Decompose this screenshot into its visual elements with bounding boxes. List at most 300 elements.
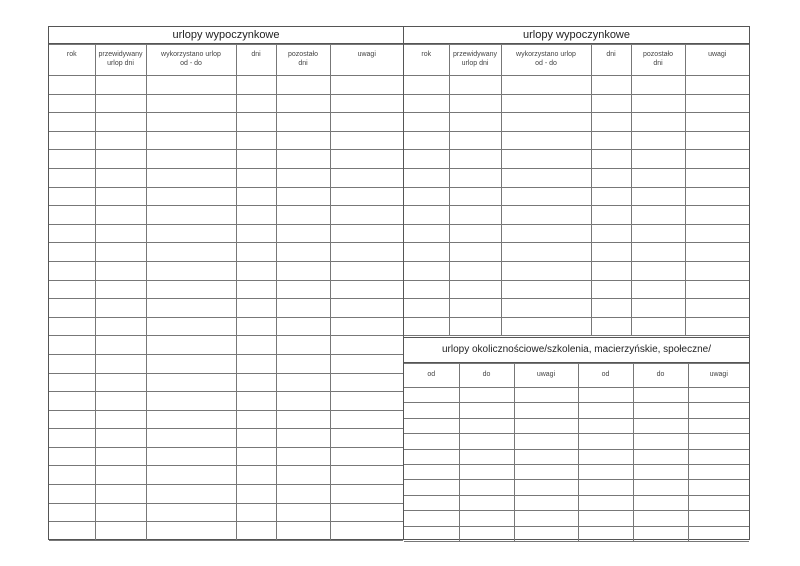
table-row (404, 511, 749, 526)
table-cell[interactable] (514, 495, 578, 510)
table-cell[interactable] (514, 449, 578, 464)
table-cell[interactable] (578, 388, 633, 403)
table-cell[interactable] (449, 317, 501, 336)
table-cell[interactable] (49, 206, 95, 225)
table-cell[interactable] (95, 354, 146, 373)
table-cell[interactable] (49, 150, 95, 169)
table-cell[interactable] (146, 503, 236, 522)
table-cell[interactable] (236, 224, 276, 243)
table-cell[interactable] (146, 280, 236, 299)
table-cell[interactable] (514, 464, 578, 479)
table-cell[interactable] (501, 243, 591, 262)
table-cell[interactable] (330, 113, 403, 132)
table-cell[interactable] (404, 206, 449, 225)
table-cell[interactable] (688, 464, 749, 479)
table-cell[interactable] (330, 410, 403, 429)
table-cell[interactable] (49, 131, 95, 150)
table-cell[interactable] (276, 447, 330, 466)
table-cell[interactable] (49, 429, 95, 448)
table-cell[interactable] (49, 168, 95, 187)
table-cell[interactable] (146, 522, 236, 541)
table-cell[interactable] (685, 94, 749, 113)
table-cell[interactable] (236, 373, 276, 392)
table-cell[interactable] (95, 392, 146, 411)
table-cell[interactable] (49, 392, 95, 411)
table-cell[interactable] (449, 261, 501, 280)
table-cell[interactable] (276, 113, 330, 132)
table-cell[interactable] (631, 224, 685, 243)
table-cell[interactable] (578, 526, 633, 541)
table-cell[interactable] (404, 449, 459, 464)
table-cell[interactable] (236, 299, 276, 318)
table-cell[interactable] (95, 429, 146, 448)
table-cell[interactable] (276, 150, 330, 169)
table-cell[interactable] (49, 280, 95, 299)
table-cell[interactable] (591, 94, 631, 113)
table-cell[interactable] (146, 336, 236, 355)
table-cell[interactable] (688, 526, 749, 541)
table-cell[interactable] (501, 150, 591, 169)
table-cell[interactable] (459, 434, 514, 449)
table-cell[interactable] (633, 464, 688, 479)
table-cell[interactable] (276, 261, 330, 280)
table-cell[interactable] (591, 206, 631, 225)
table-cell[interactable] (514, 418, 578, 433)
table-cell[interactable] (146, 224, 236, 243)
table-cell[interactable] (591, 131, 631, 150)
table-cell[interactable] (578, 418, 633, 433)
table-cell[interactable] (459, 418, 514, 433)
table-cell[interactable] (688, 480, 749, 495)
table-cell[interactable] (688, 511, 749, 526)
table-cell[interactable] (95, 522, 146, 541)
table-cell[interactable] (146, 206, 236, 225)
table-cell[interactable] (449, 131, 501, 150)
table-cell[interactable] (95, 131, 146, 150)
table-cell[interactable] (330, 317, 403, 336)
table-cell[interactable] (236, 410, 276, 429)
table-cell[interactable] (276, 503, 330, 522)
table-cell[interactable] (404, 187, 449, 206)
table-cell[interactable] (685, 168, 749, 187)
table-cell[interactable] (330, 206, 403, 225)
table-cell[interactable] (459, 480, 514, 495)
table-cell[interactable] (95, 466, 146, 485)
table-cell[interactable] (514, 526, 578, 541)
table-cell[interactable] (95, 76, 146, 95)
table-cell[interactable] (501, 94, 591, 113)
table-cell[interactable] (276, 392, 330, 411)
table-cell[interactable] (449, 168, 501, 187)
table-cell[interactable] (685, 206, 749, 225)
table-cell[interactable] (685, 261, 749, 280)
table-cell[interactable] (404, 464, 459, 479)
table-cell[interactable] (631, 261, 685, 280)
table-cell[interactable] (685, 76, 749, 95)
table-cell[interactable] (49, 261, 95, 280)
table-cell[interactable] (236, 429, 276, 448)
table-cell[interactable] (330, 485, 403, 504)
table-cell[interactable] (685, 131, 749, 150)
table-cell[interactable] (276, 485, 330, 504)
table-cell[interactable] (501, 261, 591, 280)
table-cell[interactable] (449, 224, 501, 243)
table-cell[interactable] (330, 336, 403, 355)
table-cell[interactable] (276, 187, 330, 206)
table-cell[interactable] (514, 388, 578, 403)
table-cell[interactable] (146, 466, 236, 485)
table-cell[interactable] (276, 410, 330, 429)
table-cell[interactable] (236, 243, 276, 262)
table-cell[interactable] (404, 434, 459, 449)
table-cell[interactable] (459, 464, 514, 479)
table-cell[interactable] (633, 388, 688, 403)
table-cell[interactable] (95, 168, 146, 187)
table-cell[interactable] (685, 113, 749, 132)
table-cell[interactable] (633, 434, 688, 449)
table-cell[interactable] (578, 495, 633, 510)
table-cell[interactable] (95, 503, 146, 522)
table-cell[interactable] (330, 503, 403, 522)
table-cell[interactable] (330, 392, 403, 411)
table-cell[interactable] (449, 280, 501, 299)
table-cell[interactable] (49, 503, 95, 522)
table-cell[interactable] (404, 495, 459, 510)
table-cell[interactable] (146, 150, 236, 169)
table-cell[interactable] (449, 243, 501, 262)
table-cell[interactable] (330, 280, 403, 299)
table-cell[interactable] (146, 447, 236, 466)
table-cell[interactable] (95, 280, 146, 299)
table-cell[interactable] (49, 485, 95, 504)
table-cell[interactable] (449, 206, 501, 225)
table-cell[interactable] (276, 317, 330, 336)
left-leave-section (49, 27, 404, 539)
table-cell[interactable] (685, 317, 749, 336)
table-cell[interactable] (501, 113, 591, 132)
table-cell[interactable] (449, 299, 501, 318)
table-cell[interactable] (276, 168, 330, 187)
table-cell[interactable] (95, 224, 146, 243)
table-cell[interactable] (95, 113, 146, 132)
table-cell[interactable] (146, 261, 236, 280)
table-cell[interactable] (404, 94, 449, 113)
table-cell[interactable] (404, 317, 449, 336)
table-cell[interactable] (631, 187, 685, 206)
table-cell[interactable] (591, 150, 631, 169)
table-cell[interactable] (631, 206, 685, 225)
table-cell[interactable] (95, 485, 146, 504)
table-cell[interactable] (49, 224, 95, 243)
table-row (49, 373, 403, 392)
table-cell[interactable] (404, 511, 459, 526)
table-cell[interactable] (95, 410, 146, 429)
table-cell[interactable] (95, 447, 146, 466)
table-cell[interactable] (236, 187, 276, 206)
table-cell[interactable] (514, 480, 578, 495)
table-cell[interactable] (578, 480, 633, 495)
table-cell[interactable] (236, 131, 276, 150)
table-cell[interactable] (146, 243, 236, 262)
table-cell[interactable] (631, 280, 685, 299)
table-cell[interactable] (633, 495, 688, 510)
table-cell[interactable] (49, 373, 95, 392)
table-cell[interactable] (514, 403, 578, 418)
table-cell[interactable] (449, 94, 501, 113)
table-cell[interactable] (591, 113, 631, 132)
table-cell[interactable] (236, 261, 276, 280)
table-cell[interactable] (631, 131, 685, 150)
table-cell[interactable] (95, 261, 146, 280)
table-cell[interactable] (330, 187, 403, 206)
table-cell[interactable] (459, 403, 514, 418)
table-cell[interactable] (591, 76, 631, 95)
table-cell[interactable] (276, 224, 330, 243)
table-cell[interactable] (330, 76, 403, 95)
table-cell[interactable] (449, 150, 501, 169)
table-cell[interactable] (49, 447, 95, 466)
table-cell[interactable] (459, 511, 514, 526)
table-cell[interactable] (591, 299, 631, 318)
table-cell[interactable] (591, 261, 631, 280)
table-cell[interactable] (578, 434, 633, 449)
table-cell[interactable] (404, 224, 449, 243)
table-cell[interactable] (146, 410, 236, 429)
table-cell[interactable] (49, 299, 95, 318)
table-cell[interactable] (236, 354, 276, 373)
table-cell[interactable] (685, 299, 749, 318)
table-cell[interactable] (276, 206, 330, 225)
table-cell[interactable] (688, 388, 749, 403)
table-cell[interactable] (688, 418, 749, 433)
table-cell[interactable] (146, 187, 236, 206)
table-cell[interactable] (330, 299, 403, 318)
table-cell[interactable] (49, 317, 95, 336)
table-cell[interactable] (404, 168, 449, 187)
table-cell[interactable] (404, 480, 459, 495)
table-cell[interactable] (631, 243, 685, 262)
table-cell[interactable] (236, 485, 276, 504)
table-cell[interactable] (330, 354, 403, 373)
table-cell[interactable] (633, 449, 688, 464)
table-cell[interactable] (449, 187, 501, 206)
table-cell[interactable] (236, 206, 276, 225)
table-cell[interactable] (236, 503, 276, 522)
table-cell[interactable] (501, 317, 591, 336)
table-cell[interactable] (330, 168, 403, 187)
table-cell[interactable] (631, 317, 685, 336)
table-cell[interactable] (276, 373, 330, 392)
table-cell[interactable] (404, 150, 449, 169)
table-cell[interactable] (404, 113, 449, 132)
table-cell[interactable] (631, 94, 685, 113)
table-cell[interactable] (591, 168, 631, 187)
table-cell[interactable] (276, 522, 330, 541)
table-cell[interactable] (685, 280, 749, 299)
table-cell[interactable] (146, 94, 236, 113)
table-cell[interactable] (95, 206, 146, 225)
table-cell[interactable] (146, 76, 236, 95)
table-cell[interactable] (591, 280, 631, 299)
column-header-planned-days: przewidywany urlop dni (95, 45, 146, 76)
table-cell[interactable] (49, 94, 95, 113)
table-cell[interactable] (591, 224, 631, 243)
table-cell[interactable] (236, 336, 276, 355)
table-cell[interactable] (330, 373, 403, 392)
table-cell[interactable] (330, 224, 403, 243)
table-cell[interactable] (276, 76, 330, 95)
table-cell[interactable] (49, 76, 95, 95)
table-cell[interactable] (688, 434, 749, 449)
table-cell[interactable] (330, 522, 403, 541)
table-cell[interactable] (276, 280, 330, 299)
table-cell[interactable] (236, 392, 276, 411)
table-cell[interactable] (276, 466, 330, 485)
table-cell[interactable] (404, 261, 449, 280)
table-cell[interactable] (404, 131, 449, 150)
table-cell[interactable] (404, 388, 459, 403)
table-cell[interactable] (276, 243, 330, 262)
table-cell[interactable] (49, 466, 95, 485)
table-cell[interactable] (578, 511, 633, 526)
table-cell[interactable] (146, 392, 236, 411)
table-cell[interactable] (95, 317, 146, 336)
table-cell[interactable] (685, 150, 749, 169)
table-cell[interactable] (688, 449, 749, 464)
table-cell[interactable] (501, 280, 591, 299)
table-cell[interactable] (631, 113, 685, 132)
table-cell[interactable] (633, 418, 688, 433)
table-cell[interactable] (146, 299, 236, 318)
table-cell[interactable] (685, 224, 749, 243)
table-cell[interactable] (688, 403, 749, 418)
table-cell[interactable] (236, 113, 276, 132)
table-cell[interactable] (501, 206, 591, 225)
table-cell[interactable] (146, 113, 236, 132)
table-cell[interactable] (459, 388, 514, 403)
table-cell[interactable] (633, 403, 688, 418)
table-cell[interactable] (501, 168, 591, 187)
table-cell[interactable] (591, 243, 631, 262)
table-cell[interactable] (330, 150, 403, 169)
table-cell[interactable] (146, 354, 236, 373)
table-cell[interactable] (95, 150, 146, 169)
table-cell[interactable] (633, 480, 688, 495)
table-cell[interactable] (330, 447, 403, 466)
table-cell[interactable] (276, 131, 330, 150)
table-cell[interactable] (404, 299, 449, 318)
table-cell[interactable] (330, 243, 403, 262)
table-cell[interactable] (449, 76, 501, 95)
table-cell[interactable] (459, 495, 514, 510)
table-cell[interactable] (49, 187, 95, 206)
table-cell[interactable] (330, 131, 403, 150)
table-cell[interactable] (688, 495, 749, 510)
table-cell[interactable] (95, 94, 146, 113)
table-cell[interactable] (449, 113, 501, 132)
table-cell[interactable] (459, 526, 514, 541)
table-cell[interactable] (404, 76, 449, 95)
table-cell[interactable] (685, 187, 749, 206)
table-cell[interactable] (330, 94, 403, 113)
table-row (404, 403, 749, 418)
table-cell[interactable] (49, 113, 95, 132)
table-cell[interactable] (591, 187, 631, 206)
table-cell[interactable] (501, 131, 591, 150)
table-cell[interactable] (146, 485, 236, 504)
table-cell[interactable] (146, 317, 236, 336)
table-cell[interactable] (578, 464, 633, 479)
table-cell[interactable] (276, 94, 330, 113)
table-cell[interactable] (276, 336, 330, 355)
table-cell[interactable] (49, 522, 95, 541)
table-cell[interactable] (146, 373, 236, 392)
table-cell[interactable] (591, 317, 631, 336)
table-cell[interactable] (685, 243, 749, 262)
table-cell[interactable] (236, 466, 276, 485)
table-cell[interactable] (330, 466, 403, 485)
table-cell[interactable] (236, 94, 276, 113)
table-cell[interactable] (501, 76, 591, 95)
table-cell[interactable] (236, 168, 276, 187)
table-cell[interactable] (578, 403, 633, 418)
table-cell[interactable] (49, 354, 95, 373)
table-cell[interactable] (95, 336, 146, 355)
table-cell[interactable] (236, 317, 276, 336)
table-cell[interactable] (146, 168, 236, 187)
table-cell[interactable] (631, 150, 685, 169)
table-cell[interactable] (631, 168, 685, 187)
table-cell[interactable] (633, 526, 688, 541)
table-cell[interactable] (95, 299, 146, 318)
table-cell[interactable] (49, 243, 95, 262)
table-cell[interactable] (404, 403, 459, 418)
table-row (49, 94, 403, 113)
table-cell[interactable] (95, 243, 146, 262)
table-cell[interactable] (404, 280, 449, 299)
table-cell[interactable] (404, 418, 459, 433)
table-cell[interactable] (236, 280, 276, 299)
table-cell[interactable] (236, 522, 276, 541)
table-cell[interactable] (276, 354, 330, 373)
table-cell[interactable] (578, 449, 633, 464)
table-cell[interactable] (631, 76, 685, 95)
table-cell[interactable] (236, 150, 276, 169)
table-cell[interactable] (631, 299, 685, 318)
table-cell[interactable] (49, 336, 95, 355)
table-cell[interactable] (146, 429, 236, 448)
table-cell[interactable] (501, 224, 591, 243)
table-cell[interactable] (404, 526, 459, 541)
table-cell[interactable] (49, 410, 95, 429)
table-cell[interactable] (633, 511, 688, 526)
table-cell[interactable] (459, 449, 514, 464)
table-cell[interactable] (514, 511, 578, 526)
table-cell[interactable] (330, 261, 403, 280)
table-cell[interactable] (501, 299, 591, 318)
table-cell[interactable] (95, 373, 146, 392)
table-cell[interactable] (236, 76, 276, 95)
table-cell[interactable] (501, 187, 591, 206)
table-cell[interactable] (276, 429, 330, 448)
table-cell[interactable] (146, 131, 236, 150)
table-cell[interactable] (95, 187, 146, 206)
table-cell[interactable] (236, 447, 276, 466)
table-cell[interactable] (330, 429, 403, 448)
table-cell[interactable] (514, 434, 578, 449)
table-cell[interactable] (404, 243, 449, 262)
table-cell[interactable] (276, 299, 330, 318)
